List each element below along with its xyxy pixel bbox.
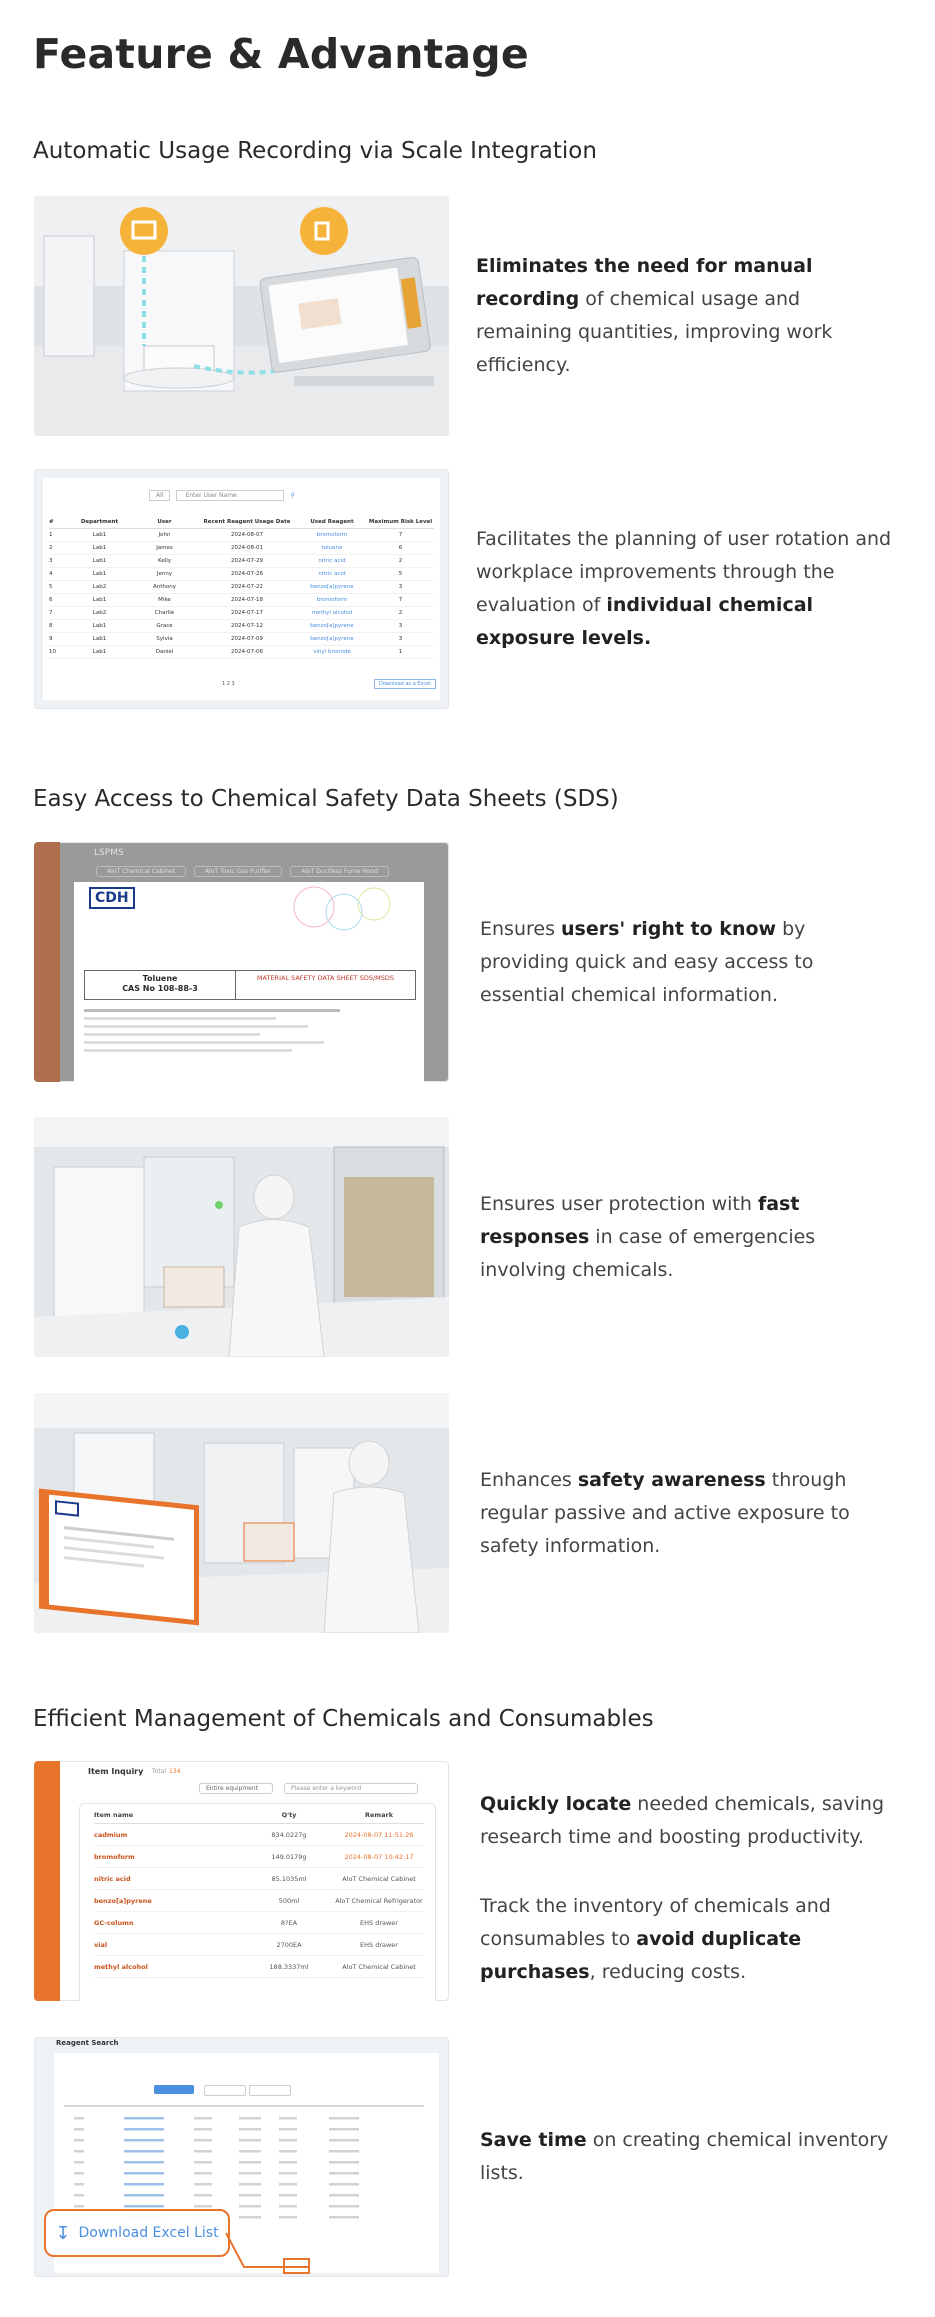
inquiry-header-cell: Remark — [364, 1811, 394, 1819]
sds-doc-title: Toluene — [142, 974, 178, 983]
inquiry-table-row[interactable] — [94, 1890, 424, 1912]
inquiry-cell: bromoform — [94, 1852, 135, 1861]
reagent-search-title: Reagent Search — [56, 2039, 119, 2047]
exposure-cell: Daniel — [155, 649, 174, 655]
exposure-cell: Lab1 — [92, 623, 107, 629]
feature-4-pre: Ensures user protection with — [480, 1192, 758, 1215]
feature-text-5 — [480, 1393, 900, 1633]
reagent-row-placeholder — [279, 2205, 297, 2208]
feature-row-emergency — [34, 1117, 892, 1357]
exposure-cell: Lab1 — [92, 571, 107, 577]
exposure-cell: Lab1 — [92, 636, 107, 642]
exposure-cell: methyl alcohol — [311, 610, 353, 616]
inquiry-cell: 2024-08-07 11:51:26 — [344, 1830, 414, 1839]
reagent-row-placeholder — [329, 2139, 359, 2142]
feature-row-awareness — [34, 1393, 892, 1633]
search-icon[interactable]: ⚲ — [290, 492, 295, 499]
feature-text-7 — [480, 1879, 900, 1999]
inquiry-cell: AloT Chemical Cabinet — [342, 1962, 416, 1971]
reagent-row-placeholder — [194, 2205, 212, 2208]
exposure-header-cell: Used Reagent — [310, 519, 354, 525]
reagent-row-placeholder — [329, 2117, 359, 2120]
inquiry-table-row[interactable] — [94, 1824, 424, 1846]
reagent-row-placeholder — [74, 2172, 84, 2175]
exposure-cell: Lab2 — [92, 610, 107, 616]
sds-doc-type: MATERIAL SAFETY DATA SHEET SDS/MSDS — [235, 971, 415, 999]
exposure-cell: Lab1 — [92, 545, 107, 551]
exposure-cell: 7 — [398, 532, 403, 538]
reagent-row-placeholder — [239, 2194, 261, 2197]
feature-4-bold: fast responses — [480, 1192, 800, 1248]
feature-3-rest: by providing quick and easy access to essential chemical information. — [480, 917, 814, 1006]
item-inquiry-total-label: Total — [152, 1768, 167, 1775]
exposure-cell: 5 — [398, 571, 403, 577]
section-heading-sds: Easy Access to Chemical Safety Data Sheets (SDS) — [33, 786, 619, 812]
feature-text-6 — [480, 1761, 900, 1881]
exposure-cell: 1 — [398, 649, 403, 655]
exposure-cell: bromoform — [316, 597, 348, 603]
feature-row-sds — [34, 842, 892, 1082]
reagent-row-placeholder — [124, 2128, 164, 2131]
reagent-row-placeholder — [279, 2161, 297, 2164]
download-excel-callout[interactable] — [44, 2209, 230, 2257]
feature-2-pre: Facilitates the planning of user rotation and workplace improvements through the evaluation of — [476, 528, 892, 616]
feature-1-bold: Eliminates the need for manual recording — [476, 255, 813, 310]
reagent-row-placeholder — [279, 2194, 297, 2197]
exposure-cell: 8 — [49, 623, 53, 629]
reagent-row-placeholder — [239, 2183, 261, 2186]
feature-row-inventory — [34, 1761, 892, 2001]
reagent-row-placeholder — [74, 2117, 84, 2120]
inquiry-cell: cadmium — [94, 1830, 128, 1839]
inquiry-header-cell: Item name — [94, 1811, 134, 1819]
inquiry-sidebar — [34, 1761, 60, 2001]
inquiry-header-cell: Q'ty — [281, 1811, 297, 1819]
feature-1-rest: of chemical usage and remaining quantities, improving work efficiency. — [476, 288, 833, 376]
exposure-table-row[interactable] — [49, 594, 434, 607]
reagent-row-placeholder — [329, 2172, 359, 2175]
exposure-table — [49, 519, 434, 659]
sds-sidebar — [34, 842, 60, 1082]
sds-tabs — [96, 866, 389, 877]
feature-row-scale — [34, 196, 892, 436]
exposure-cell: 6 — [49, 597, 53, 603]
feature-6-rest: needed chemicals, saving research time and boosting productivity. — [480, 1793, 885, 1848]
reagent-row-placeholder — [329, 2205, 359, 2208]
exposure-header-cell: Department — [80, 519, 119, 525]
scale-integration-image — [34, 196, 449, 436]
reagent-row-placeholder — [329, 2183, 359, 2186]
exposure-cell: 3 — [398, 584, 403, 590]
exposure-cell: 1 — [49, 532, 53, 538]
exposure-cell: Lab2 — [92, 584, 107, 590]
reagent-row-placeholder — [239, 2161, 261, 2164]
reagent-row-placeholder — [279, 2172, 297, 2175]
exposure-cell: James — [156, 545, 173, 551]
exposure-cell: 3 — [398, 636, 403, 642]
inquiry-cell: 2700EA — [276, 1940, 302, 1949]
inquiry-cell: methyl alcohol — [94, 1962, 148, 1971]
reagent-search-button[interactable] — [154, 2085, 194, 2094]
exposure-cell: 2024-07-29 — [231, 558, 263, 564]
exposure-header-cell: # — [49, 519, 54, 525]
exposure-table-row[interactable] — [49, 607, 434, 620]
reagent-row-placeholder — [124, 2172, 164, 2175]
exposure-cell: 7 — [398, 597, 403, 603]
reagent-row-placeholder — [74, 2150, 84, 2153]
exposure-cell: 6 — [398, 545, 403, 551]
exposure-cell: Kelly — [157, 558, 172, 564]
feature-2-bold: individual chemical exposure levels. — [476, 594, 814, 649]
feature-row-exposure — [34, 469, 892, 709]
feature-text-2 — [476, 469, 896, 709]
download-excel-label: Download Excel List — [78, 2225, 219, 2241]
reagent-row-placeholder — [194, 2139, 212, 2142]
exposure-cell: Lab1 — [92, 532, 107, 538]
exposure-table-row[interactable] — [49, 646, 434, 659]
feature-5-rest: through regular passive and active exposure to safety information. — [480, 1468, 850, 1557]
reagent-row-placeholder — [74, 2205, 84, 2208]
reagent-row-placeholder — [194, 2128, 212, 2131]
exposure-cell: 7 — [49, 610, 53, 616]
reagent-row-placeholder — [279, 2139, 297, 2142]
exposure-cell: Mike — [158, 597, 171, 603]
reagent-row-placeholder — [124, 2205, 164, 2208]
exposure-table-row[interactable] — [49, 529, 434, 542]
exposure-table-row[interactable] — [49, 633, 434, 646]
section-heading-management: Efficient Management of Chemicals and Consumables — [33, 1706, 654, 1732]
reagent-row-placeholder — [329, 2150, 359, 2153]
reagent-row-placeholder — [329, 2194, 359, 2197]
item-inquiry-total: 134 — [169, 1768, 181, 1775]
exposure-cell: 2 — [398, 610, 403, 616]
exposure-cell: benzo[a]pyrene — [310, 636, 354, 642]
exposure-cell: Grace — [156, 623, 173, 629]
sds-document — [74, 882, 424, 1082]
reagent-row-placeholder — [239, 2172, 261, 2175]
exposure-cell: 2024-07-09 — [231, 636, 263, 642]
reagent-row-placeholder — [74, 2194, 84, 2197]
exposure-table-row[interactable] — [49, 542, 434, 555]
exposure-cell: Charlie — [154, 610, 175, 616]
safety-awareness-image — [34, 1393, 449, 1633]
reagent-row-placeholder — [194, 2150, 212, 2153]
exposure-cell: Anthony — [153, 584, 176, 590]
emergency-response-image — [34, 1117, 449, 1357]
feature-7-bold: avoid duplicate purchases — [480, 1927, 802, 1983]
inquiry-cell: AloT Chemical Cabinet — [342, 1874, 416, 1883]
exposure-table-row[interactable] — [49, 620, 434, 633]
feature-text-3 — [480, 842, 900, 1082]
exposure-cell: 2024-08-01 — [231, 545, 263, 551]
reagent-row-placeholder — [239, 2139, 261, 2142]
sds-cas: CAS No 108-88-3 — [122, 984, 198, 993]
exposure-table-row[interactable] — [49, 555, 434, 568]
reagent-row-placeholder — [194, 2117, 212, 2120]
reagent-row-placeholder — [194, 2183, 212, 2186]
exposure-pagination[interactable]: 1 2 3 — [222, 681, 235, 687]
reagent-row-placeholder — [124, 2194, 164, 2197]
reagent-row-placeholder — [329, 2216, 359, 2219]
exposure-cell: 4 — [49, 571, 53, 577]
exposure-cell: benzo[a]pyrene — [310, 584, 354, 590]
inquiry-cell: GC-column — [94, 1918, 134, 1927]
sds-tab[interactable]: AloT Chemical Cabinet — [96, 866, 186, 877]
sds-tab[interactable]: AloT Ductless Fume Hood — [290, 866, 389, 877]
inquiry-table-row[interactable] — [94, 1956, 424, 1978]
exposure-cell: 3 — [398, 623, 403, 629]
exposure-cell: 2024-07-17 — [231, 610, 263, 616]
inquiry-cell: 149.0179g — [271, 1852, 307, 1861]
feature-text-8 — [480, 2037, 900, 2277]
item-inquiry-header — [94, 1811, 424, 1824]
page-title: Feature & Advantage — [33, 30, 529, 78]
exposure-cell: bromoform — [316, 532, 348, 538]
feature-text-4 — [480, 1117, 900, 1357]
reagent-row-placeholder — [194, 2161, 212, 2164]
reagent-row-placeholder — [124, 2117, 164, 2120]
inquiry-cell: EHS drawer — [360, 1918, 398, 1927]
exposure-cell: Lab1 — [92, 597, 107, 603]
exposure-cell: 9 — [49, 636, 53, 642]
inquiry-table-row[interactable] — [94, 1934, 424, 1956]
inquiry-table-row[interactable] — [94, 1846, 424, 1868]
feature-text-1 — [476, 196, 896, 436]
reagent-row-placeholder — [329, 2161, 359, 2164]
feature-8-rest: on creating chemical inventory lists. — [480, 2129, 889, 2184]
reagent-row-placeholder — [194, 2172, 212, 2175]
reagent-row-placeholder — [279, 2183, 297, 2186]
inquiry-search-input[interactable]: Please enter a keyword — [284, 1783, 418, 1794]
reagent-row-placeholder — [124, 2161, 164, 2164]
inquiry-cell: benzo[a]pyrene — [94, 1896, 152, 1905]
exposure-download-button[interactable]: Download as a Excel — [374, 679, 436, 689]
reagent-row-placeholder — [279, 2150, 297, 2153]
exposure-cell: benzo[a]pyrene — [310, 623, 354, 629]
download-icon: ↧ — [55, 2222, 71, 2244]
exposure-cell: Lab1 — [92, 649, 107, 655]
exposure-cell: 5 — [49, 584, 53, 590]
feature-3-pre: Ensures — [480, 917, 562, 940]
exposure-table-header — [49, 519, 434, 529]
feature-5-bold: safety awareness — [577, 1468, 766, 1491]
exposure-table-row[interactable] — [49, 568, 434, 581]
feature-row-reagent-search — [34, 2037, 892, 2277]
exposure-cell: 2024-07-18 — [231, 597, 263, 603]
reagent-row-placeholder — [194, 2194, 212, 2197]
inquiry-cell: vial — [94, 1940, 108, 1949]
inquiry-cell: 2024-08-07 10:42:17 — [344, 1852, 414, 1861]
exposure-cell: John — [158, 532, 171, 538]
exposure-cell: nitric acid — [318, 571, 346, 577]
reagent-row-placeholder — [74, 2128, 84, 2131]
exposure-search-input[interactable]: Enter User Name — [176, 490, 284, 501]
inquiry-cell: 834.0227g — [271, 1830, 307, 1839]
exposure-cell: Sylvia — [156, 636, 173, 642]
sds-tab[interactable]: AloT Toxic Gas Purifier — [194, 866, 282, 877]
feature-6-bold: Quickly locate — [480, 1793, 632, 1815]
inquiry-cell: 188.3337ml — [269, 1962, 309, 1971]
exposure-table-body — [49, 529, 434, 659]
exposure-cell: Jenny — [156, 571, 173, 577]
item-inquiry-table — [94, 1811, 424, 1978]
feature-8-bold: Save time — [480, 2129, 587, 2151]
reagent-row-placeholder — [124, 2139, 164, 2142]
item-inquiry-screenshot — [34, 1761, 449, 2001]
feature-7-rest: , reducing costs. — [589, 1960, 747, 1983]
exposure-cell: toluene — [321, 545, 343, 551]
exposure-table-screenshot — [34, 469, 449, 709]
exposure-cell: Lab1 — [92, 558, 107, 564]
reagent-row-placeholder — [239, 2128, 261, 2131]
exposure-table-row[interactable] — [49, 581, 434, 594]
reagent-row-placeholder — [329, 2128, 359, 2131]
feature-4-rest: in case of emergencies involving chemicals. — [480, 1225, 816, 1281]
exposure-cell: 2024-07-22 — [231, 584, 263, 590]
inquiry-cell: EHS drawer — [360, 1940, 398, 1949]
feature-3-bold: users' right to know — [561, 917, 777, 940]
feature-5-pre: Enhances — [480, 1468, 578, 1491]
exposure-cell: 10 — [49, 649, 56, 655]
exposure-cell: vinyl bromide — [313, 649, 351, 655]
reagent-row-placeholder — [124, 2183, 164, 2186]
exposure-header-cell: User — [157, 519, 172, 525]
feature-7-pre: Track the inventory of chemicals and consumables to — [480, 1894, 831, 1950]
inquiry-cell: 85.1035ml — [271, 1874, 307, 1883]
sds-logo: CDH — [89, 887, 135, 909]
reagent-row-placeholder — [124, 2150, 164, 2153]
exposure-header-cell: Maximum Risk Level — [368, 519, 433, 525]
exposure-cell: 2 — [398, 558, 403, 564]
inquiry-cell: nitric acid — [94, 1874, 131, 1883]
reagent-row-placeholder — [74, 2139, 84, 2142]
sds-screenshot — [34, 842, 449, 1082]
inquiry-equipment-select[interactable]: Entire equipment — [199, 1783, 273, 1794]
exposure-cell: 2024-08-07 — [231, 532, 263, 538]
exposure-header-cell: Recent Reagent Usage Date — [203, 519, 291, 525]
inquiry-table-row[interactable] — [94, 1912, 424, 1934]
exposure-cell: 3 — [49, 558, 53, 564]
exposure-filter-select[interactable]: All — [149, 490, 170, 501]
reagent-row-placeholder — [279, 2117, 297, 2120]
reagent-search-screenshot — [34, 2037, 449, 2277]
inquiry-cell: 500ml — [278, 1896, 300, 1905]
reagent-row-placeholder — [239, 2205, 261, 2208]
reagent-row-placeholder — [279, 2216, 297, 2219]
sds-app-name: LSPMS — [94, 848, 124, 858]
inquiry-cell: AloT Chemical Refrigerator — [335, 1896, 423, 1905]
item-inquiry-body — [94, 1824, 424, 1978]
inquiry-table-row[interactable] — [94, 1868, 424, 1890]
reagent-row-placeholder — [239, 2150, 261, 2153]
reagent-row-placeholder — [239, 2216, 261, 2219]
exposure-cell: 2024-07-12 — [231, 623, 263, 629]
exposure-cell: 2024-07-06 — [231, 649, 263, 655]
item-inquiry-title: Item Inquiry — [88, 1767, 144, 1776]
exposure-cell: 2 — [49, 545, 53, 551]
reagent-row-placeholder — [74, 2183, 84, 2186]
reagent-row-placeholder — [279, 2128, 297, 2131]
reagent-row-placeholder — [239, 2117, 261, 2120]
exposure-cell: 2024-07-26 — [231, 571, 263, 577]
inquiry-cell: 8?EA — [280, 1918, 298, 1927]
section-heading-scale: Automatic Usage Recording via Scale Integration — [33, 138, 597, 164]
reagent-row-placeholder — [74, 2161, 84, 2164]
exposure-cell: nitric acid — [318, 558, 346, 564]
